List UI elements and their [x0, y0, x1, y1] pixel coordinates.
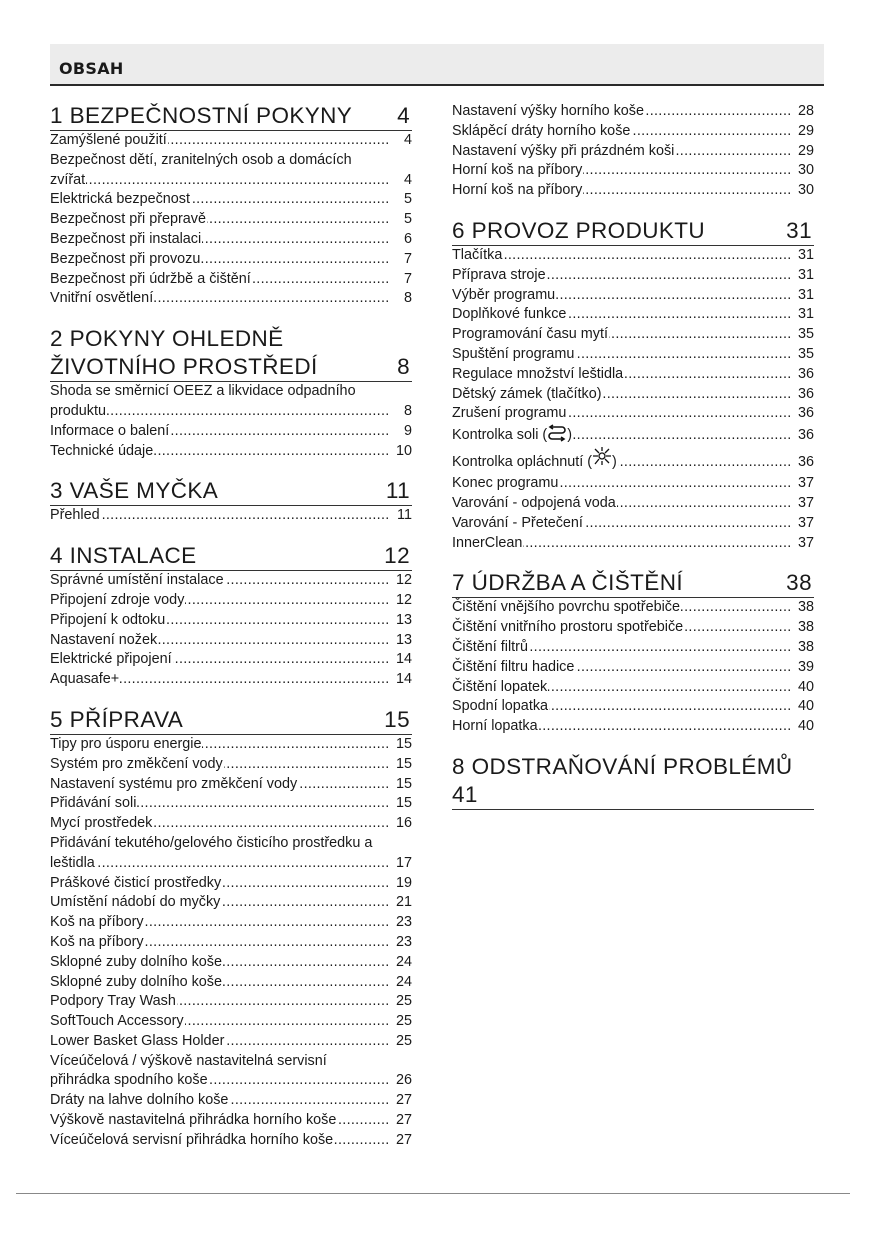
entry-title: Horní koš na příbory	[452, 162, 583, 179]
entry-title-wrap	[452, 698, 549, 714]
entry-title-wrap	[50, 756, 224, 772]
page-number: 29	[797, 142, 814, 162]
page-number: 25	[395, 1032, 412, 1052]
entry-title: Bezpečnost dětí, zranitelných osob a domácích zvířat	[50, 151, 352, 188]
entry-title-wrap	[50, 815, 153, 831]
entry-title: Čištění filtrů	[452, 638, 528, 655]
entry-title: Dětský zámek (tlačítko)	[452, 385, 602, 402]
page-number: 10	[395, 442, 412, 462]
page-number: 14	[395, 670, 412, 690]
toc-entry[interactable]	[452, 246, 814, 266]
page-number: 38	[786, 570, 812, 596]
entry-title-wrap	[50, 954, 223, 970]
toc-entry[interactable]	[452, 122, 814, 142]
entry-title: Čištění vnějšího povrchu spotřebiče	[452, 599, 680, 616]
page-number: 37	[797, 474, 814, 494]
entry-title-wrap	[452, 346, 575, 362]
page-number: 38	[797, 618, 814, 638]
page-number: 15	[384, 706, 410, 732]
entry-title: Kontrolka soli (	[452, 427, 548, 444]
toc-entry[interactable]	[50, 230, 412, 250]
entry-title-wrap	[452, 306, 567, 322]
entry-title: InnerClean	[452, 534, 523, 551]
entry-title: Čištění filtru hadice	[452, 658, 575, 675]
entry-title: Sklopné zuby dolního koše	[50, 953, 223, 970]
page-number: 36	[797, 424, 814, 447]
entry-title: Podpory Tray Wash	[50, 993, 176, 1010]
toc-entry[interactable]	[452, 181, 814, 201]
entry-title: SoftTouch Accessory	[50, 1013, 184, 1030]
entry-title-wrap	[50, 507, 101, 523]
page-number: 15	[395, 794, 412, 814]
toc-entry[interactable]	[50, 650, 412, 670]
toc-entry[interactable]	[50, 631, 412, 651]
page-number: 40	[797, 697, 814, 717]
page-number: 23	[395, 913, 412, 933]
page-number: 15	[395, 735, 412, 755]
entry-title-wrap	[452, 639, 529, 655]
page-number: 31	[797, 305, 814, 325]
toc-entry[interactable]	[50, 913, 412, 933]
toc-entry[interactable]	[452, 474, 814, 494]
entry-title-wrap	[50, 572, 225, 588]
page-number: 19	[395, 874, 412, 894]
page-number: 11	[396, 506, 412, 526]
entry-title: Tipy pro úsporu energie	[50, 735, 202, 752]
entry-title: Sklopné zuby dolního koše	[50, 973, 223, 990]
page-number: 8	[397, 354, 410, 380]
entry-title: Programování času mytí	[452, 326, 608, 343]
entry-title: Elektrická bezpečnost	[50, 191, 190, 208]
page-number: 37	[797, 514, 814, 534]
entry-title: Bezpečnost při údržbě a čištění	[50, 270, 251, 287]
page-number: 39	[797, 658, 814, 678]
entry-title: Sklápěcí dráty horního koše	[452, 122, 631, 139]
entry-title: Víceúčelová servisní přihrádka horního koše	[50, 1131, 334, 1148]
entry-title: Dráty na lahve dolního koše	[50, 1092, 229, 1109]
page-number: 31	[797, 266, 814, 286]
section-heading[interactable]	[50, 706, 412, 735]
entry-title-wrap	[50, 231, 202, 247]
page-number: 24	[395, 973, 412, 993]
entry-title: Přehled	[50, 507, 100, 524]
entry-title: Varování - odpojená voda	[452, 494, 616, 511]
contents-title: OBSAH	[59, 59, 124, 78]
entry-title-wrap	[452, 267, 547, 283]
toc-entry[interactable]	[50, 874, 412, 894]
entry-title: Bezpečnost při přepravě	[50, 211, 206, 228]
section-heading[interactable]	[50, 325, 412, 382]
page-number: 7	[403, 270, 412, 290]
toc-entry[interactable]	[452, 365, 814, 385]
toc-entry[interactable]	[452, 658, 814, 678]
page-number: 29	[797, 122, 814, 142]
toc-entry[interactable]	[452, 385, 814, 405]
entry-title-wrap	[452, 366, 624, 382]
toc-entry[interactable]	[452, 345, 814, 365]
page-number: 36	[797, 451, 814, 474]
entry-title: Spuštění programu	[452, 345, 575, 362]
entry-title-wrap	[452, 599, 681, 615]
page-number: 24	[395, 953, 412, 973]
section-heading[interactable]	[50, 477, 412, 506]
toc-entry[interactable]	[50, 422, 412, 442]
toc-entry[interactable]	[452, 447, 814, 474]
page-number: 40	[797, 678, 814, 698]
toc-left-column	[50, 86, 412, 1151]
page-number: 4	[403, 131, 412, 151]
entry-title-wrap	[452, 659, 575, 675]
toc-entry[interactable]	[50, 210, 412, 230]
section-title: 6 PROVOZ PRODUKTU	[452, 217, 706, 243]
entry-title-wrap	[452, 495, 617, 511]
entry-title: Konec programu	[452, 475, 559, 492]
page-number: 5	[403, 190, 412, 210]
toc-entry[interactable]	[452, 717, 814, 737]
entry-title-wrap	[50, 1112, 337, 1128]
entry-title: Příprava stroje	[452, 266, 546, 283]
page-number: 27	[395, 1111, 412, 1131]
toc-entry[interactable]	[452, 598, 814, 618]
entry-title: Čištění lopatek	[452, 678, 548, 695]
section-heading[interactable]	[50, 102, 412, 131]
entry-title-wrap	[50, 651, 173, 667]
toc-entry[interactable]	[50, 670, 412, 690]
entry-title-wrap	[50, 632, 158, 648]
entry-title: Připojení zdroje vody	[50, 591, 185, 608]
page-number: 14	[395, 650, 412, 670]
entry-title-wrap	[50, 290, 154, 306]
entry-title-wrap	[50, 152, 352, 188]
entry-title-wrap	[50, 1053, 327, 1089]
section-title: 4 INSTALACE	[50, 543, 197, 569]
entry-title-wrap	[50, 934, 145, 950]
page-number: 17	[395, 854, 412, 874]
entry-title-wrap	[50, 835, 372, 871]
entry-title: Informace o balení	[50, 422, 170, 439]
page-number: 35	[797, 345, 814, 365]
page-number: 25	[395, 1012, 412, 1032]
entry-title: Víceúčelová / výškově nastavitelná servisní přihrádka spodního koše	[50, 1052, 327, 1089]
page-number: 8	[403, 289, 412, 309]
section-title: 8 ODSTRAŇOVÁNÍ PROBLÉMŮ	[452, 753, 793, 779]
toc-entry[interactable]	[50, 382, 412, 422]
entry-title-suffix: )	[612, 454, 617, 471]
entry-title-wrap	[50, 736, 202, 752]
entry-title: Varování - Přetečení	[452, 514, 583, 531]
entry-title-wrap	[50, 443, 154, 459]
entry-title-wrap	[50, 894, 221, 910]
entry-title: Elektrické připojení	[50, 651, 172, 668]
footer-divider	[16, 1193, 850, 1194]
entry-title: Shoda se směrnicí OEEZ a likvidace odpadního produktu	[50, 383, 356, 419]
entry-title-wrap	[50, 423, 170, 439]
entry-title: Horní koš na příbory	[452, 182, 583, 199]
entry-title: Spodní lopatka	[452, 698, 549, 715]
toc-entry[interactable]	[452, 161, 814, 181]
entry-title-wrap	[452, 103, 645, 119]
entry-title-wrap	[50, 1033, 225, 1049]
toc-entry[interactable]	[452, 305, 814, 325]
entry-title-wrap	[50, 191, 191, 207]
page-number: 4	[397, 103, 410, 128]
toc-entry[interactable]	[452, 325, 814, 345]
entry-title-wrap	[50, 974, 223, 990]
entry-title: Výběr programu	[452, 286, 556, 303]
page-number: 13	[395, 611, 412, 631]
page-number: 6	[403, 230, 412, 250]
toc-entry[interactable]	[452, 697, 814, 717]
entry-title: Zrušení programu	[452, 405, 567, 422]
entry-title: Přidávání tekutého/gelového čisticího prostředku a leštidla	[50, 834, 373, 871]
page-number: 31	[797, 246, 814, 266]
page-number: 26	[395, 1071, 412, 1091]
toc-entry[interactable]	[50, 289, 412, 309]
page-number: 13	[395, 631, 412, 651]
toc-entry[interactable]	[50, 953, 412, 973]
entry-title: Tlačítka	[452, 246, 503, 263]
entry-title-wrap	[452, 475, 559, 491]
entry-title-wrap	[50, 1132, 334, 1148]
page-number: 41	[452, 781, 478, 807]
page-number: 15	[395, 755, 412, 775]
salt-indicator-icon	[547, 427, 567, 443]
entry-title: Koš na příbory	[50, 914, 144, 931]
page-number: 11	[385, 478, 410, 504]
page-number: 21	[395, 893, 412, 913]
toc-entry[interactable]	[452, 102, 814, 122]
entry-title-suffix: )	[567, 427, 572, 444]
toc-entry[interactable]	[50, 814, 412, 834]
page-number: 36	[797, 404, 814, 424]
section-heading[interactable]	[50, 542, 412, 571]
entry-title: Regulace množství leštidla	[452, 365, 624, 382]
entry-title: Správné umístění instalace	[50, 572, 224, 589]
entry-title-wrap	[452, 515, 584, 531]
entry-title-wrap	[50, 612, 166, 628]
entry-title: Nastavení systému pro změkčení vody	[50, 775, 298, 792]
page-number: 31	[786, 217, 812, 243]
toc-entry[interactable]	[50, 591, 412, 611]
page-number: 23	[395, 933, 412, 953]
entry-title: Doplňkové funkce	[452, 306, 567, 323]
toc-entry[interactable]	[452, 266, 814, 286]
page-number: 35	[797, 325, 814, 345]
toc-entry[interactable]	[452, 494, 814, 514]
toc-entry[interactable]	[50, 250, 412, 270]
section-title: 2 POKYNY OHLEDNĚ ŽIVOTNÍHO PROSTŘEDÍ	[50, 326, 318, 380]
page-number: 36	[797, 365, 814, 385]
page-number: 37	[797, 534, 814, 554]
toc-entry[interactable]	[50, 571, 412, 591]
page-number: 27	[395, 1091, 412, 1111]
entry-title: Vnitřní osvětlení	[50, 290, 154, 307]
page-number: 16	[395, 814, 412, 834]
toc-entry[interactable]	[50, 893, 412, 913]
entry-title-wrap	[50, 211, 207, 227]
page-number: 25	[395, 992, 412, 1012]
entry-title: Přidávání soli	[50, 795, 137, 812]
entry-title-wrap	[50, 671, 120, 687]
entry-title-wrap	[50, 914, 145, 930]
toc-entry[interactable]	[50, 151, 412, 191]
section-heading[interactable]	[452, 753, 814, 810]
entry-title-wrap	[452, 247, 503, 263]
page-number: 8	[403, 402, 412, 422]
entry-title-wrap	[50, 1013, 185, 1029]
entry-title-wrap	[452, 405, 567, 421]
section-heading[interactable]	[452, 569, 814, 598]
page-number: 30	[797, 161, 814, 181]
entry-title-wrap	[452, 287, 556, 303]
toc-entry[interactable]	[452, 638, 814, 658]
page-number: 31	[797, 286, 814, 306]
entry-title-wrap	[50, 776, 298, 792]
entry-title-wrap	[452, 123, 631, 139]
entry-title: Připojení k odtoku	[50, 611, 166, 628]
rinse-aid-indicator-icon	[592, 454, 612, 470]
toc-entry[interactable]	[452, 534, 814, 554]
entry-title-wrap	[50, 1092, 229, 1108]
page-number: 4	[403, 171, 412, 191]
entry-title-wrap	[50, 271, 252, 287]
page-number: 38	[797, 638, 814, 658]
toc-entry[interactable]	[50, 1111, 412, 1131]
entry-title: Zamýšlené použití	[50, 132, 167, 148]
entry-title: Nastavení výšky horního koše	[452, 103, 644, 119]
entry-title: Aquasafe+	[50, 671, 120, 688]
entry-title: Bezpečnost při instalaci	[50, 230, 202, 247]
entry-title: Bezpečnost při provozu	[50, 250, 201, 267]
toc-entry[interactable]	[50, 442, 412, 462]
entry-title: Systém pro změkčení vody	[50, 755, 223, 772]
section-title: 5 PŘÍPRAVA	[50, 706, 184, 732]
page-number: 30	[797, 181, 814, 201]
entry-title-wrap	[452, 427, 573, 443]
page-number: 5	[403, 210, 412, 230]
entry-title: Nastavení výšky při prázdném koši	[452, 142, 675, 159]
entry-title-wrap	[452, 679, 548, 695]
toc-entry[interactable]	[50, 270, 412, 290]
entry-title: Koš na příbory	[50, 933, 144, 950]
toc-entry[interactable]	[50, 1032, 412, 1052]
toc-entry[interactable]	[50, 1091, 412, 1111]
toc-entry[interactable]	[50, 834, 412, 874]
entry-title-wrap	[452, 535, 523, 551]
entry-title-wrap	[50, 251, 201, 267]
toc-entry[interactable]	[452, 424, 814, 447]
entry-title: Technické údaje	[50, 442, 154, 459]
page-number: 7	[403, 250, 412, 270]
entry-title: Horní lopatka	[452, 718, 538, 735]
toc-entry[interactable]	[452, 514, 814, 534]
toc-entry[interactable]	[452, 678, 814, 698]
entry-title-wrap	[452, 386, 603, 402]
page-number: 9	[403, 422, 412, 442]
toc-right-column	[452, 86, 814, 810]
section-title: 1 BEZPEČNOSTNÍ POKYNY	[50, 103, 353, 128]
entry-title-wrap	[452, 162, 583, 178]
toc-entry[interactable]	[50, 933, 412, 953]
entry-title-wrap	[452, 454, 618, 470]
entry-title-wrap	[452, 182, 583, 198]
entry-title-wrap	[452, 718, 539, 734]
entry-title-wrap	[50, 795, 137, 811]
toc-entry[interactable]	[50, 506, 412, 526]
section-title: 3 VAŠE MYČKA	[50, 478, 219, 504]
page-number: 36	[797, 385, 814, 405]
page-number: 37	[797, 494, 814, 514]
toc-entry[interactable]	[50, 1052, 412, 1092]
toc-entry[interactable]	[50, 1131, 412, 1151]
entry-title-wrap	[50, 592, 185, 608]
entry-title-wrap	[452, 619, 684, 635]
toc-entry[interactable]	[452, 286, 814, 306]
toc-entry[interactable]	[452, 142, 814, 162]
page-number: 12	[395, 591, 412, 611]
entry-title-wrap	[50, 383, 356, 419]
page-number: 38	[797, 598, 814, 618]
contents-header	[50, 44, 824, 86]
entry-title: Čištění vnitřního prostoru spotřebiče	[452, 619, 684, 636]
page-number: 12	[395, 571, 412, 591]
page-number: 28	[797, 102, 814, 122]
toc-entry[interactable]	[452, 618, 814, 638]
toc-entry[interactable]	[50, 755, 412, 775]
entry-title: Umístění nádobí do myčky	[50, 894, 221, 911]
entry-title-wrap	[50, 875, 222, 891]
entry-title: Práškové čisticí prostředky	[50, 874, 222, 891]
toc-entry[interactable]	[50, 992, 412, 1012]
toc-entry[interactable]	[50, 1012, 412, 1032]
toc-entry[interactable]	[50, 775, 412, 795]
toc-entry[interactable]	[452, 404, 814, 424]
page-number: 15	[395, 775, 412, 795]
entry-title: Nastavení nožek	[50, 631, 158, 648]
toc-entry[interactable]	[50, 794, 412, 814]
page-number: 27	[395, 1131, 412, 1151]
toc-entry[interactable]	[50, 973, 412, 993]
toc-entry[interactable]	[50, 190, 412, 210]
entry-title-wrap	[452, 326, 609, 342]
entry-title-wrap	[452, 143, 675, 159]
section-heading[interactable]	[452, 217, 814, 246]
section-title: 7 ÚDRŽBA A ČIŠTĚNÍ	[452, 570, 684, 596]
toc-entry[interactable]	[50, 131, 412, 151]
toc-entry[interactable]	[50, 611, 412, 631]
page-number: 40	[797, 717, 814, 737]
entry-title: Lower Basket Glass Holder	[50, 1032, 225, 1049]
entry-title-wrap	[50, 993, 177, 1009]
toc-entry[interactable]	[50, 735, 412, 755]
entry-title: Výškově nastavitelná přihrádka horního koše	[50, 1112, 337, 1129]
page-number: 12	[384, 543, 410, 569]
entry-title-wrap	[50, 132, 168, 148]
entry-title: Kontrolka opláchnutí (	[452, 454, 592, 471]
entry-title: Mycí prostředek	[50, 815, 153, 832]
